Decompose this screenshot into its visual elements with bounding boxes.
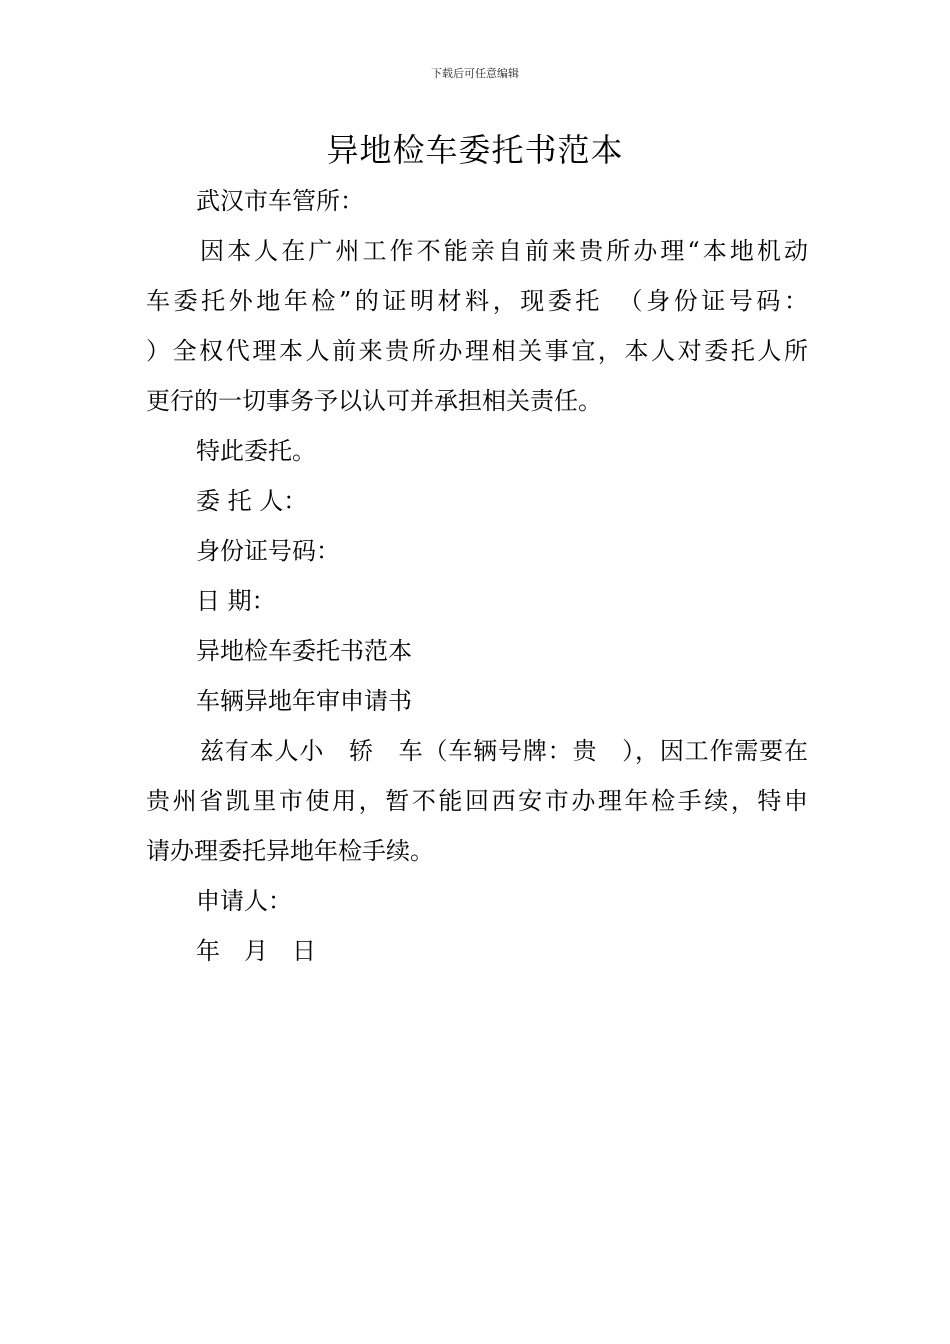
paragraph-line: 因本人在广州工作不能亲自前来贵所办理“本地机动	[200, 237, 808, 265]
page-title: 异地检车委托书范本	[326, 131, 624, 169]
paragraph-line: 车委托外地年检”的证明材料，现委托 （身份证号码：	[146, 287, 808, 315]
paragraph-line: 兹有本人小 轿 车（车辆号牌：贵 ），因工作需要在	[200, 737, 808, 765]
date-label: 日 期：	[196, 587, 276, 615]
salutation: 武汉市车管所：	[196, 187, 364, 215]
paragraph-line: 贵州省凯里市使用，暂不能回西安市办理年检手续，特申	[146, 787, 808, 815]
document-body	[146, 176, 808, 976]
date-label: 年 月 日	[196, 937, 316, 965]
id-number-label: 身份证号码：	[196, 537, 340, 565]
paragraph-line: ）全权代理本人前来贵所办理相关事宜，本人对委托人所	[146, 337, 808, 365]
header-note: 下载后可任意编辑	[431, 67, 519, 80]
closing-text: 特此委托。	[196, 437, 316, 465]
paragraph-line: 请办理委托异地年检手续。	[146, 837, 434, 865]
principal-label: 委 托 人：	[196, 487, 308, 515]
section-heading: 车辆异地年审申请书	[196, 687, 412, 715]
paragraph-line: 更行的一切事务予以认可并承担相关责任。	[146, 387, 602, 415]
section-title: 异地检车委托书范本	[196, 637, 412, 665]
applicant-label: 申请人：	[196, 887, 292, 915]
